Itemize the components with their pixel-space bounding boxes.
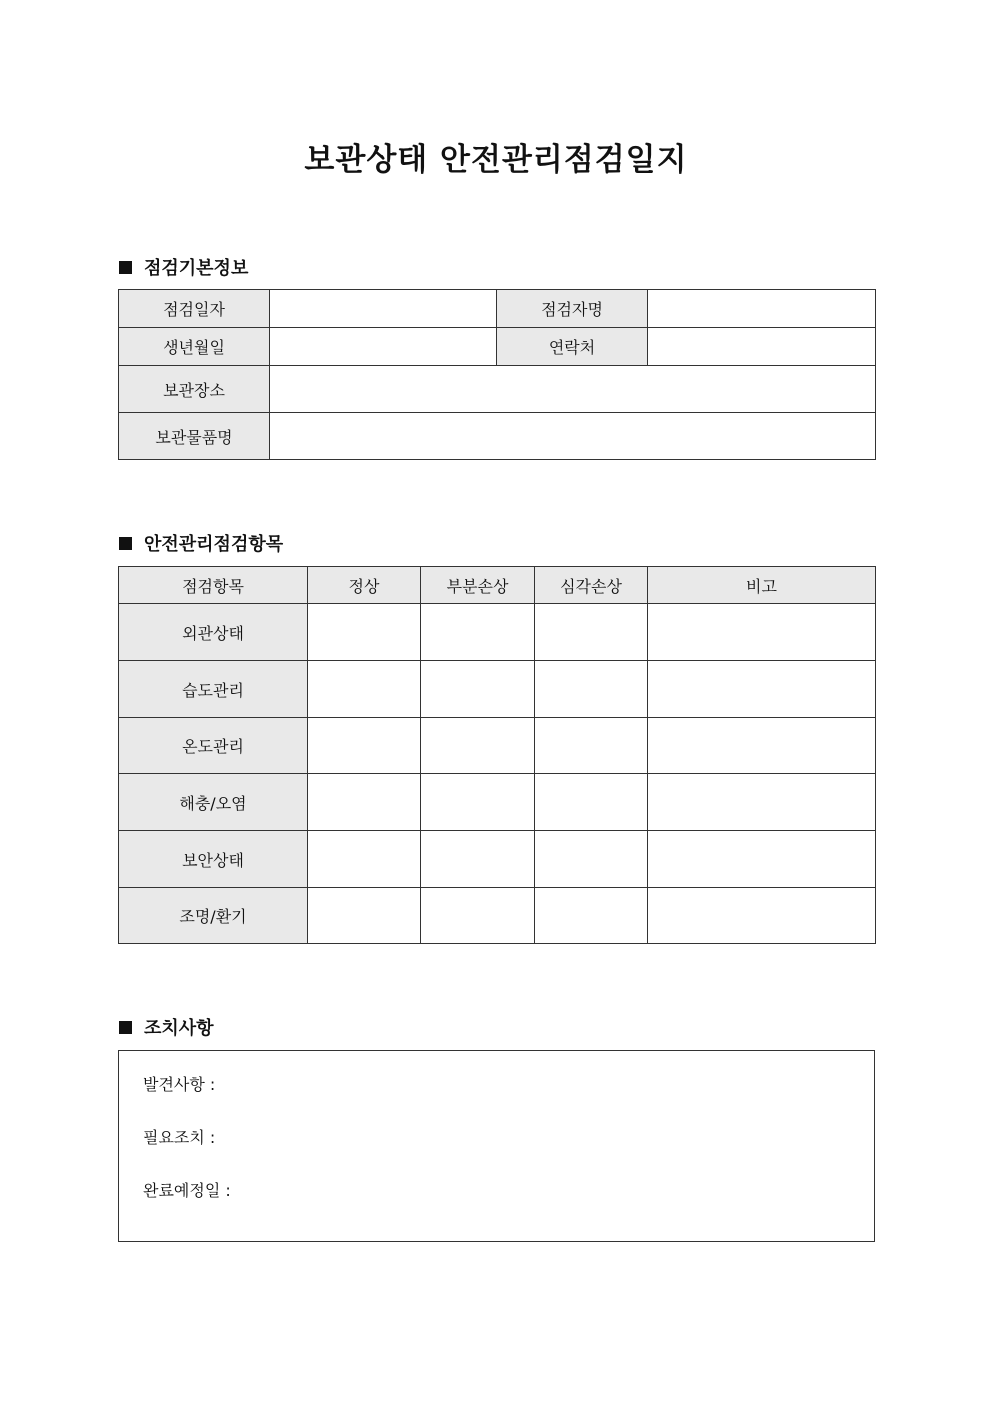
remarks-cell[interactable] xyxy=(648,718,876,774)
section-title: 점검기본정보 xyxy=(144,258,249,279)
remarks-cell[interactable] xyxy=(648,888,876,944)
item-label: 외관상태 xyxy=(119,604,308,661)
normal-cell[interactable] xyxy=(308,718,421,774)
item-label: 해충/오염 xyxy=(119,774,308,831)
storage-item-field[interactable] xyxy=(270,413,876,460)
basic-info-table xyxy=(118,289,876,460)
header-severe-damage: 심각손상 xyxy=(535,567,648,604)
storage-location-field[interactable] xyxy=(270,366,876,413)
header-remarks: 비고 xyxy=(648,567,876,604)
inspector-name-label: 점검자명 xyxy=(497,290,648,328)
storage-location-label: 보관장소 xyxy=(119,366,270,413)
inspection-date-field[interactable] xyxy=(270,290,497,328)
header-item: 점검항목 xyxy=(119,567,308,604)
item-label: 온도관리 xyxy=(119,718,308,774)
partial-damage-cell[interactable] xyxy=(421,661,535,718)
table-row xyxy=(119,661,876,718)
header-partial-damage: 부분손상 xyxy=(421,567,535,604)
checklist-table xyxy=(118,566,876,944)
section-heading-checklist xyxy=(119,530,283,556)
page-title: 보관상태 안전관리점검일지 xyxy=(304,142,688,178)
partial-damage-cell[interactable] xyxy=(421,774,535,831)
contact-label: 연락처 xyxy=(497,328,648,366)
inspector-name-field[interactable] xyxy=(648,290,876,328)
normal-cell[interactable] xyxy=(308,888,421,944)
square-bullet-icon xyxy=(119,1021,132,1034)
birth-date-label: 생년월일 xyxy=(119,328,270,366)
partial-damage-cell[interactable] xyxy=(421,604,535,661)
severe-damage-cell[interactable] xyxy=(535,718,648,774)
inspection-date-label: 점검일자 xyxy=(119,290,270,328)
findings-label: 발견사항 : xyxy=(143,1075,216,1094)
section-title: 조치사항 xyxy=(144,1018,214,1039)
severe-damage-cell[interactable] xyxy=(535,888,648,944)
severe-damage-cell[interactable] xyxy=(535,661,648,718)
table-row xyxy=(119,774,876,831)
table-row xyxy=(119,604,876,661)
normal-cell[interactable] xyxy=(308,774,421,831)
section-heading-basic-info xyxy=(119,254,248,280)
section-heading-actions xyxy=(119,1014,214,1040)
section-title: 안전관리점검항목 xyxy=(144,534,284,555)
remarks-cell[interactable] xyxy=(648,661,876,718)
required-action-label: 필요조치 : xyxy=(143,1128,216,1147)
birth-date-field[interactable] xyxy=(270,328,497,366)
item-label: 조명/환기 xyxy=(119,888,308,944)
remarks-cell[interactable] xyxy=(648,604,876,661)
partial-damage-cell[interactable] xyxy=(421,888,535,944)
table-row xyxy=(119,888,876,944)
severe-damage-cell[interactable] xyxy=(535,604,648,661)
remarks-cell[interactable] xyxy=(648,774,876,831)
square-bullet-icon xyxy=(119,537,132,550)
normal-cell[interactable] xyxy=(308,831,421,888)
storage-item-label: 보관물품명 xyxy=(119,413,270,460)
partial-damage-cell[interactable] xyxy=(421,831,535,888)
table-row xyxy=(119,831,876,888)
table-row xyxy=(119,718,876,774)
completion-date-label: 완료예정일 : xyxy=(143,1181,231,1200)
header-normal: 정상 xyxy=(308,567,421,604)
partial-damage-cell[interactable] xyxy=(421,718,535,774)
square-bullet-icon xyxy=(119,261,132,274)
contact-field[interactable] xyxy=(648,328,876,366)
item-label: 습도관리 xyxy=(119,661,308,718)
actions-box[interactable] xyxy=(118,1050,875,1242)
severe-damage-cell[interactable] xyxy=(535,774,648,831)
normal-cell[interactable] xyxy=(308,604,421,661)
normal-cell[interactable] xyxy=(308,661,421,718)
remarks-cell[interactable] xyxy=(648,831,876,888)
severe-damage-cell[interactable] xyxy=(535,831,648,888)
item-label: 보안상태 xyxy=(119,831,308,888)
